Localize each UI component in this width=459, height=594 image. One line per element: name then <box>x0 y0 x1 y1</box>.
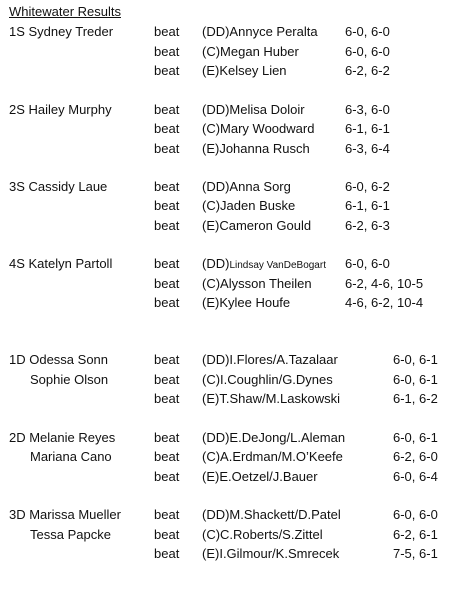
opponent: (E)Johanna Rusch <box>202 141 310 156</box>
doubles-player-2a: 2D Melanie Reyes <box>9 430 116 445</box>
opponent: (C)C.Roberts/S.Zittel <box>202 527 323 542</box>
opponent: (C)A.Erdman/M.O’Keefe <box>202 449 343 464</box>
score: 4-6, 6-2, 10-4 <box>345 295 424 310</box>
opponent-prefix: (DD) <box>202 256 230 271</box>
opponent: (DD)Annyce Peralta <box>202 24 318 39</box>
result-label: beat <box>154 63 180 78</box>
score: 6-3, 6-4 <box>345 141 390 156</box>
result-label: beat <box>154 102 180 117</box>
result-label: beat <box>154 430 180 445</box>
result-label: beat <box>154 24 180 39</box>
opponent: (DD)M.Shackett/D.Patel <box>202 507 341 522</box>
opponent: (E)T.Shaw/M.Laskowski <box>202 391 340 406</box>
score: 6-2, 6-0 <box>393 449 438 464</box>
score: 6-0, 6-4 <box>393 469 438 484</box>
score: 6-0, 6-1 <box>393 352 438 367</box>
opponent: (DD)Anna Sorg <box>202 179 291 194</box>
result-label: beat <box>154 352 180 367</box>
opponent: (C)Jaden Buske <box>202 198 296 213</box>
score: 6-0, 6-2 <box>345 179 390 194</box>
opponent: (C)Alysson Theilen <box>202 276 312 291</box>
score: 6-3, 6-0 <box>345 102 390 117</box>
score: 6-1, 6-1 <box>345 121 390 136</box>
result-label: beat <box>154 372 180 387</box>
opponent: (C)I.Coughlin/G.Dynes <box>202 372 333 387</box>
opponent: (DD)I.Flores/A.Tazalaar <box>202 352 338 367</box>
result-label: beat <box>154 276 180 291</box>
score: 6-0, 6-1 <box>393 372 438 387</box>
score: 6-0, 6-0 <box>345 256 390 271</box>
result-label: beat <box>154 507 180 522</box>
opponent: (DD)Melisa Doloir <box>202 102 305 117</box>
result-label: beat <box>154 179 180 194</box>
result-label: beat <box>154 218 180 233</box>
opponent: (DD)E.DeJong/L.Aleman <box>202 430 346 445</box>
score: 6-0, 6-0 <box>345 44 390 59</box>
singles-player-2: 2S Hailey Murphy <box>9 102 112 117</box>
result-label: beat <box>154 121 180 136</box>
score: 6-1, 6-2 <box>393 391 438 406</box>
opponent <box>202 256 326 274</box>
opponent: (C)Mary Woodward <box>202 121 315 136</box>
result-label: beat <box>154 44 180 59</box>
doubles-player-3a: 3D Marissa Mueller <box>9 507 121 522</box>
score: 6-2, 4-6, 10-5 <box>345 276 424 291</box>
score: 6-2, 6-1 <box>393 527 438 542</box>
result-label: beat <box>154 256 180 271</box>
doubles-player-1b: Sophie Olson <box>30 372 109 387</box>
score: 7-5, 6-1 <box>393 546 438 561</box>
doubles-player-1a: 1D Odessa Sonn <box>9 352 109 367</box>
opponent: (E)Kylee Houfe <box>202 295 291 310</box>
singles-player-1: 1S Sydney Treder <box>9 24 114 39</box>
doubles-player-3b: Tessa Papcke <box>30 527 111 542</box>
doubles-player-2b: Mariana Cano <box>30 449 112 464</box>
score: 6-1, 6-1 <box>345 198 390 213</box>
result-label: beat <box>154 391 180 406</box>
score: 6-0, 6-1 <box>393 430 438 445</box>
opponent-name: Lindsay VanDeBogart <box>229 260 326 271</box>
opponent: (E)Cameron Gould <box>202 218 312 233</box>
result-label: beat <box>154 546 180 561</box>
opponent: (E)E.Oetzel/J.Bauer <box>202 469 318 484</box>
opponent: (E)Kelsey Lien <box>202 63 287 78</box>
result-label: beat <box>154 198 180 213</box>
result-label: beat <box>154 527 180 542</box>
opponent: (C)Megan Huber <box>202 44 299 59</box>
score: 6-2, 6-2 <box>345 63 390 78</box>
opponent: (E)I.Gilmour/K.Smrecek <box>202 546 340 561</box>
score: 6-0, 6-0 <box>345 24 390 39</box>
singles-player-3: 3S Cassidy Laue <box>9 179 108 194</box>
result-label: beat <box>154 295 180 310</box>
result-label: beat <box>154 141 180 156</box>
singles-player-4: 4S Katelyn Partoll <box>9 256 113 271</box>
score: 6-2, 6-3 <box>345 218 390 233</box>
score: 6-0, 6-0 <box>393 507 438 522</box>
results-title: Whitewater Results <box>9 4 121 19</box>
result-label: beat <box>154 469 180 484</box>
result-label: beat <box>154 449 180 464</box>
